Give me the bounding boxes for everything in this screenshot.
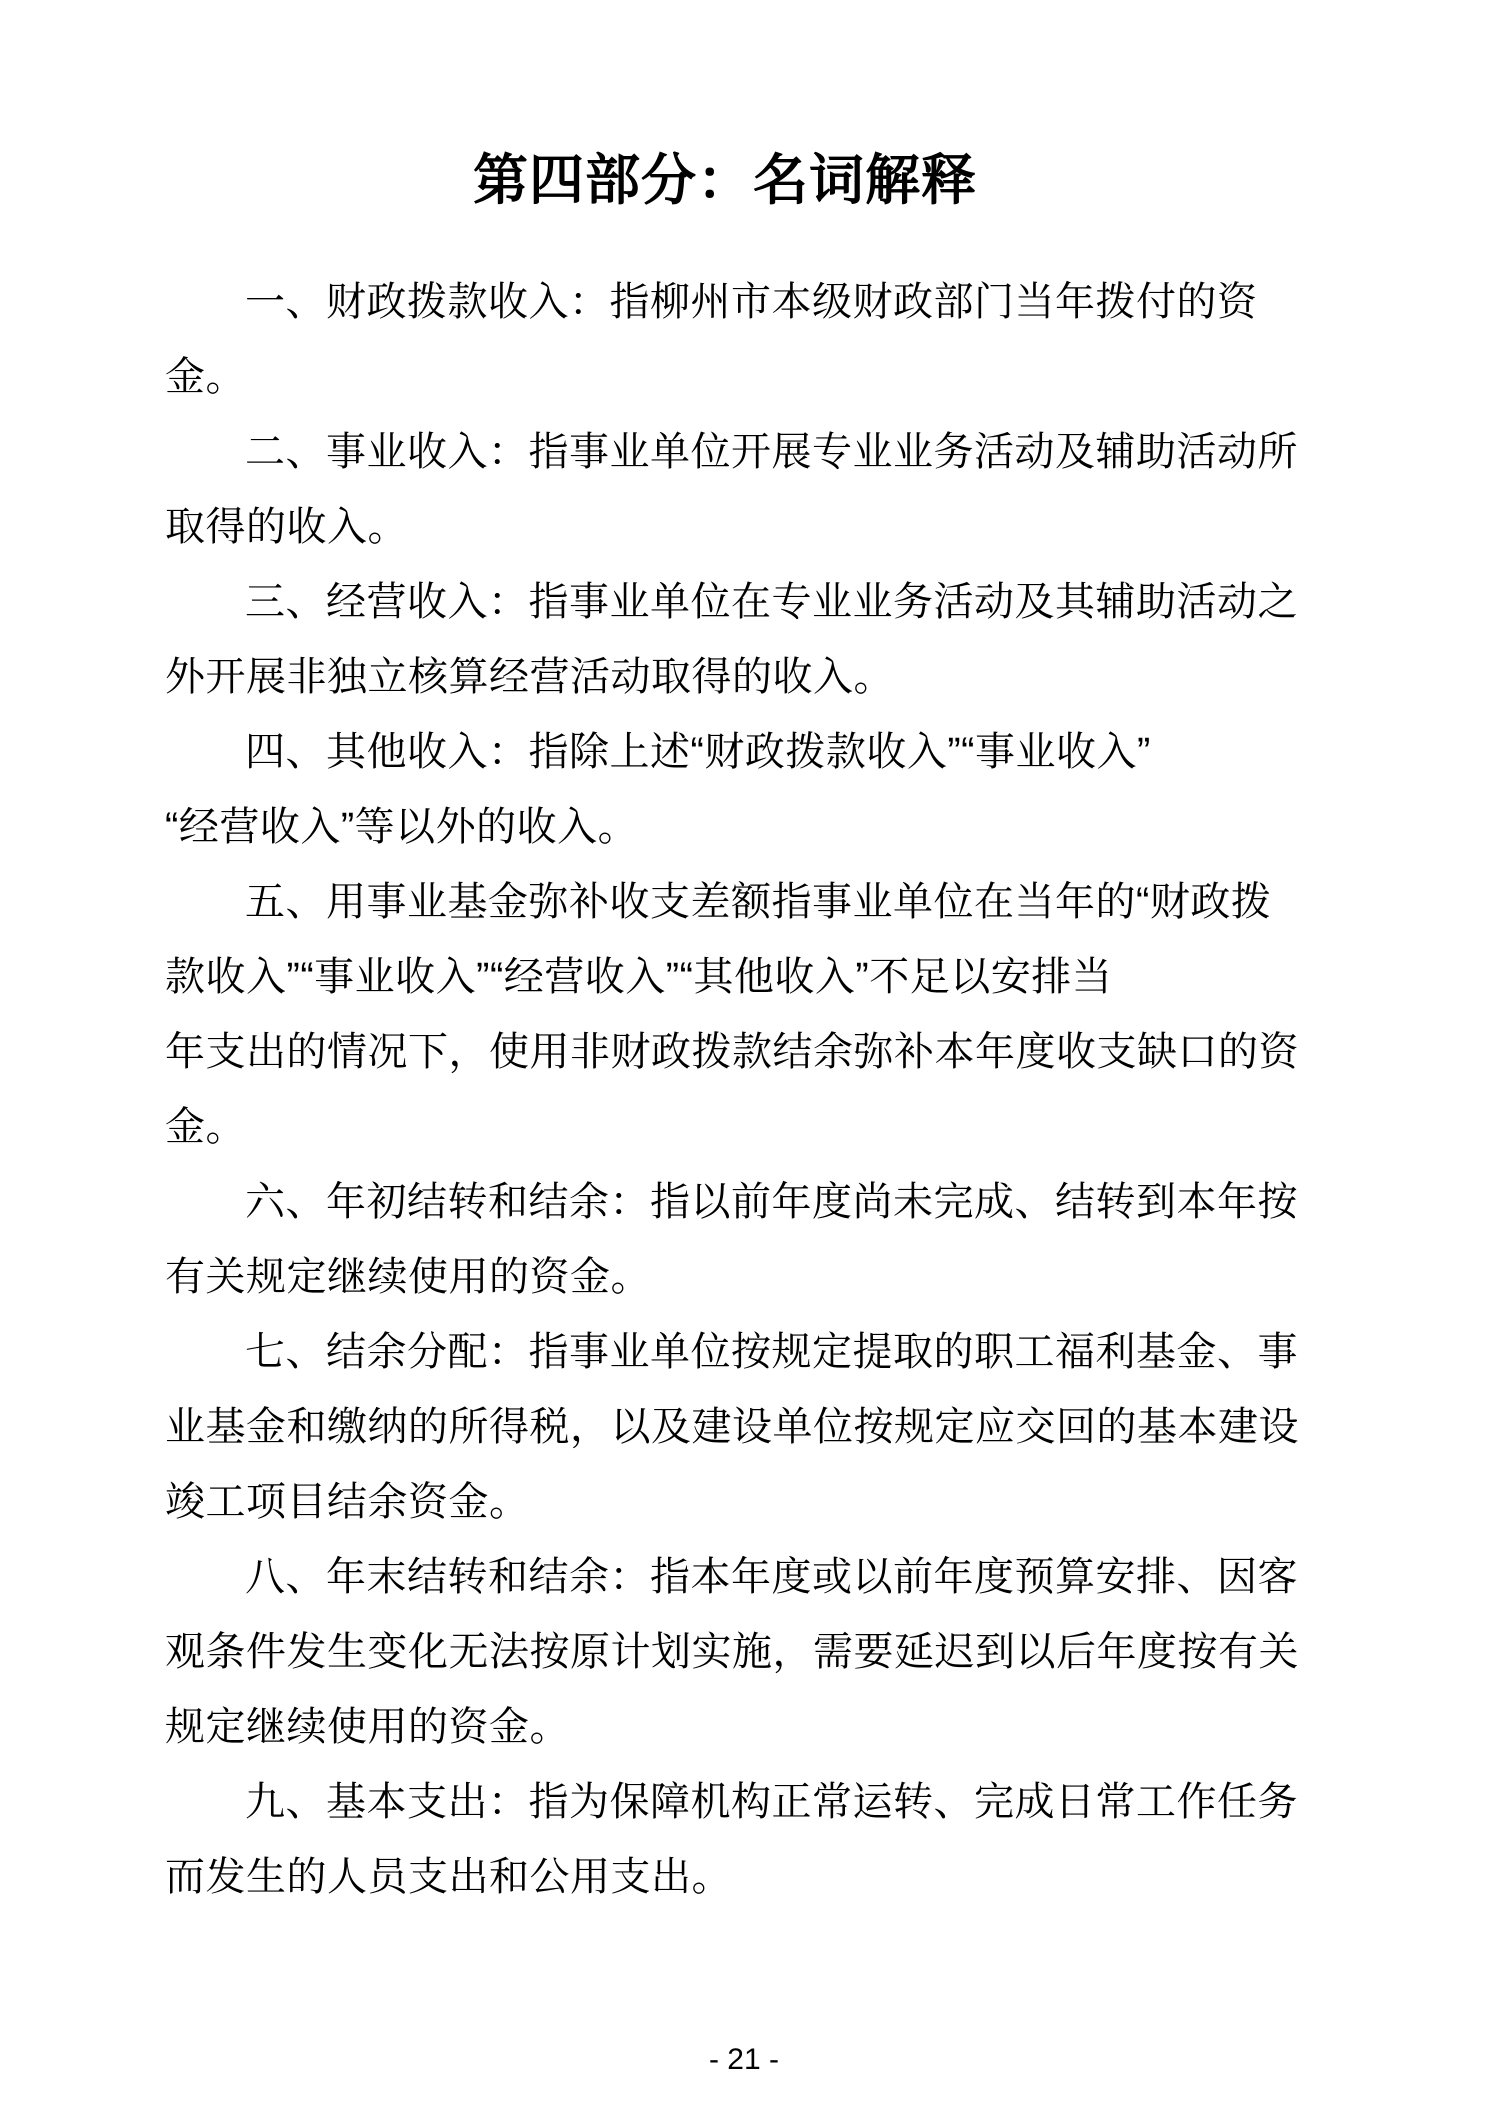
page-title: 第四部分：名词解释 bbox=[472, 149, 977, 211]
page-number: - 21 - bbox=[708, 2043, 780, 2076]
body-line: 款收入”“事业收入”“经营收入”“其他收入”不足以安排当 bbox=[165, 955, 1113, 999]
body-line: 三、经营收入：指事业单位在专业业务活动及其辅助活动之 bbox=[245, 580, 1298, 624]
body-line: 六、年初结转和结余：指以前年度尚未完成、结转到本年按 bbox=[245, 1180, 1298, 1224]
body-line: 九、基本支出：指为保障机构正常运转、完成日常工作任务 bbox=[245, 1780, 1298, 1824]
body-line: 二、事业收入：指事业单位开展专业业务活动及辅助活动所 bbox=[245, 430, 1298, 474]
body-text bbox=[165, 265, 1335, 1915]
body-line: 取得的收入。 bbox=[165, 505, 408, 549]
body-line: 四、其他收入：指除上述“财政拨款收入”“事业收入” bbox=[245, 730, 1151, 774]
body-line: 外开展非独立核算经营活动取得的收入。 bbox=[165, 655, 894, 699]
body-line: 一、财政拨款收入：指柳州市本级财政部门当年拨付的资 bbox=[245, 280, 1258, 324]
body-line: 竣工项目结余资金。 bbox=[165, 1480, 530, 1524]
body-line: 观条件发生变化无法按原计划实施，需要延迟到以后年度按有关 bbox=[165, 1630, 1299, 1674]
body-line: “经营收入”等以外的收入。 bbox=[165, 805, 639, 849]
body-line: 五、用事业基金弥补收支差额指事业单位在当年的“财政拨 bbox=[245, 880, 1272, 924]
body-line: 八、年末结转和结余：指本年度或以前年度预算安排、因客 bbox=[245, 1555, 1298, 1599]
body-line: 而发生的人员支出和公用支出。 bbox=[165, 1855, 732, 1899]
body-line: 金。 bbox=[165, 355, 246, 399]
body-line: 七、结余分配：指事业单位按规定提取的职工福利基金、事 bbox=[245, 1330, 1298, 1374]
body-line: 有关规定继续使用的资金。 bbox=[165, 1255, 651, 1299]
body-line: 业基金和缴纳的所得税，以及建设单位按规定应交回的基本建设 bbox=[165, 1405, 1299, 1449]
body-line: 年支出的情况下，使用非财政拨款结余弥补本年度收支缺口的资 bbox=[165, 1030, 1299, 1074]
body-line: 金。 bbox=[165, 1105, 246, 1149]
body-line: 规定继续使用的资金。 bbox=[165, 1705, 570, 1749]
